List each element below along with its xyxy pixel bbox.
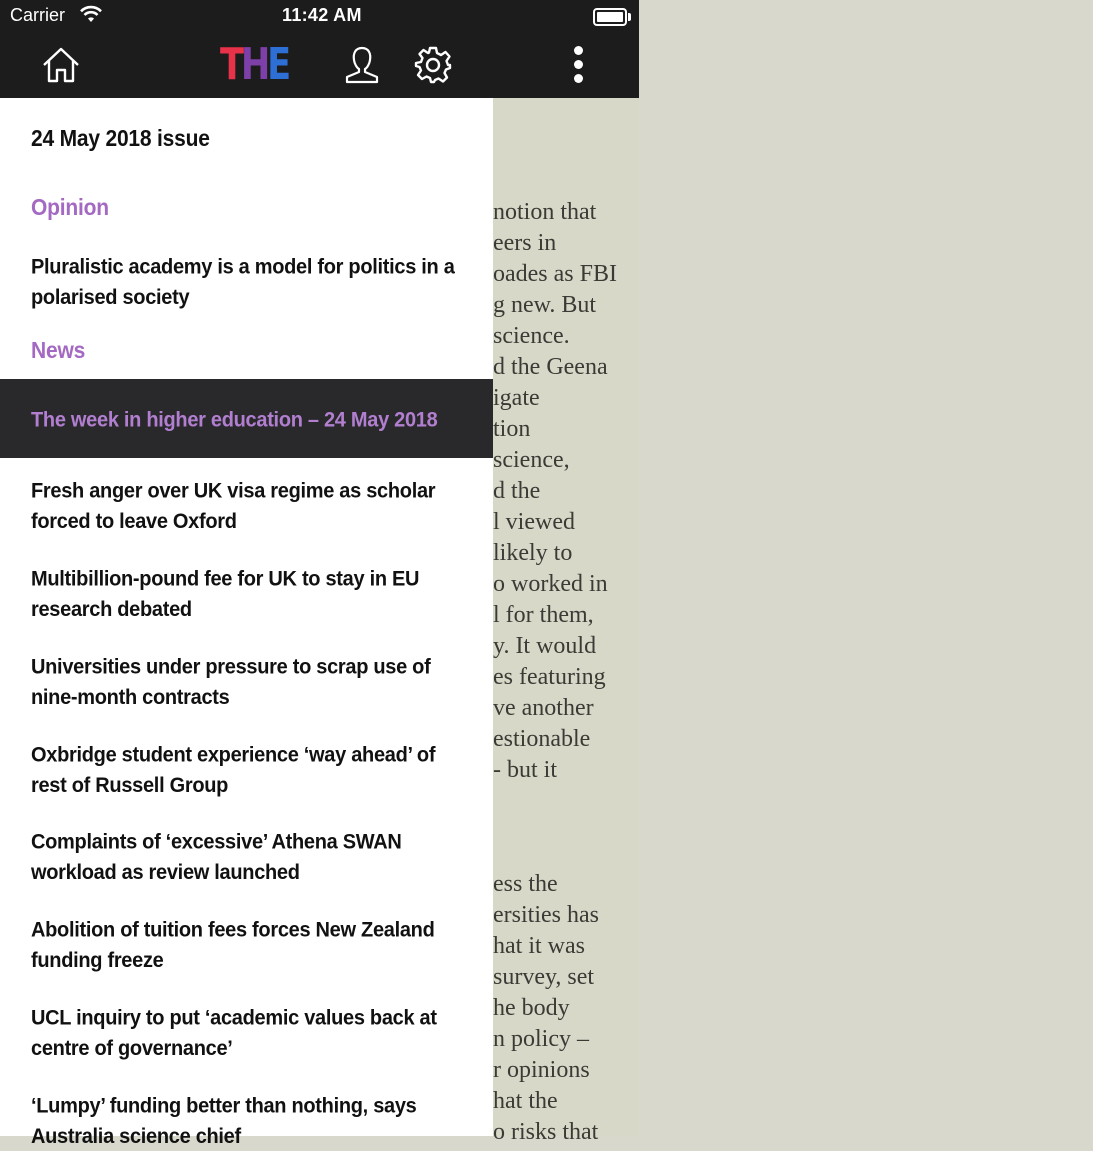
article-link[interactable]: Pluralistic academy is a model for politics in a polarised society <box>31 255 455 310</box>
article-line: hat the <box>493 1088 558 1114</box>
article-line: he body <box>493 995 570 1021</box>
section-title-news: News <box>31 338 86 364</box>
article-line: igate <box>493 385 540 411</box>
article-line: l for them, <box>493 602 594 628</box>
article-link[interactable]: UCL inquiry to put ‘academic values back at centre of governance’ <box>31 1006 437 1061</box>
section-title-opinion: Opinion <box>31 195 109 221</box>
article-line: estionable <box>493 726 591 752</box>
article-line: o worked in <box>493 571 608 597</box>
article-paragraph <box>493 869 1093 1148</box>
article-line: survey, set <box>493 964 595 990</box>
article-line: hat it was <box>493 933 585 959</box>
issue-title: 24 May 2018 issue <box>31 126 210 152</box>
article-line: n policy – <box>493 1026 589 1052</box>
article-link[interactable]: Oxbridge student experience ‘way ahead’ of rest of Russell Group <box>31 743 436 798</box>
article-line: oades as FBI <box>493 261 617 287</box>
article-line: science, <box>493 447 570 473</box>
navigation-drawer <box>0 98 493 1149</box>
article-line: d the Geena <box>493 354 608 380</box>
article-link[interactable]: Multibillion-pound fee for UK to stay in EU research debated <box>31 567 420 622</box>
user-icon[interactable] <box>341 44 383 86</box>
home-icon[interactable] <box>40 44 82 86</box>
article-line: eers in <box>493 230 557 256</box>
article-line: r opinions <box>493 1057 590 1083</box>
wifi-icon <box>80 6 102 24</box>
article-line: ess the <box>493 871 558 897</box>
article-link[interactable]: Abolition of tuition fees forces New Zealand funding freeze <box>31 918 435 973</box>
article-line: o risks that <box>493 1119 599 1145</box>
more-vertical-icon[interactable] <box>571 44 585 86</box>
toolbar-right <box>493 32 639 98</box>
article-line: ve another <box>493 695 594 721</box>
article-line: notion that <box>493 199 597 225</box>
article-line: es featuring <box>493 664 606 690</box>
article-link[interactable]: ‘Lumpy’ funding better than nothing, says Australia science chief <box>31 1094 417 1149</box>
article-link[interactable]: Fresh anger over UK visa regime as scholar forced to leave Oxford <box>31 479 436 534</box>
article-line: likely to <box>493 540 573 566</box>
article-line: d the <box>493 478 541 504</box>
article-line: l viewed <box>493 509 575 535</box>
the-logo[interactable]: THE <box>220 39 288 90</box>
article-line: y. It would <box>493 633 597 659</box>
article-line: science. <box>493 323 570 349</box>
article-paragraph <box>493 197 1093 786</box>
article-line: ersities has <box>493 902 599 928</box>
article-link-selected[interactable] <box>0 379 493 458</box>
gear-icon[interactable] <box>412 44 454 86</box>
carrier-label: Carrier <box>10 5 66 25</box>
app-toolbar <box>0 32 493 98</box>
status-bar-right <box>493 0 639 32</box>
battery-icon <box>593 8 627 26</box>
selected-article-label: The week in higher education – 24 May 2018 <box>31 408 438 432</box>
status-bar <box>0 0 493 32</box>
article-link[interactable]: Universities under pressure to scrap use of nine-month contracts <box>31 655 431 710</box>
article-line: tion <box>493 416 531 442</box>
article-line: - but it <box>493 757 557 783</box>
article-link[interactable]: Complaints of ‘excessive’ Athena SWAN workload as review launched <box>31 830 402 885</box>
status-time: 11:42 AM <box>282 5 362 25</box>
article-line: g new. But <box>493 292 597 318</box>
